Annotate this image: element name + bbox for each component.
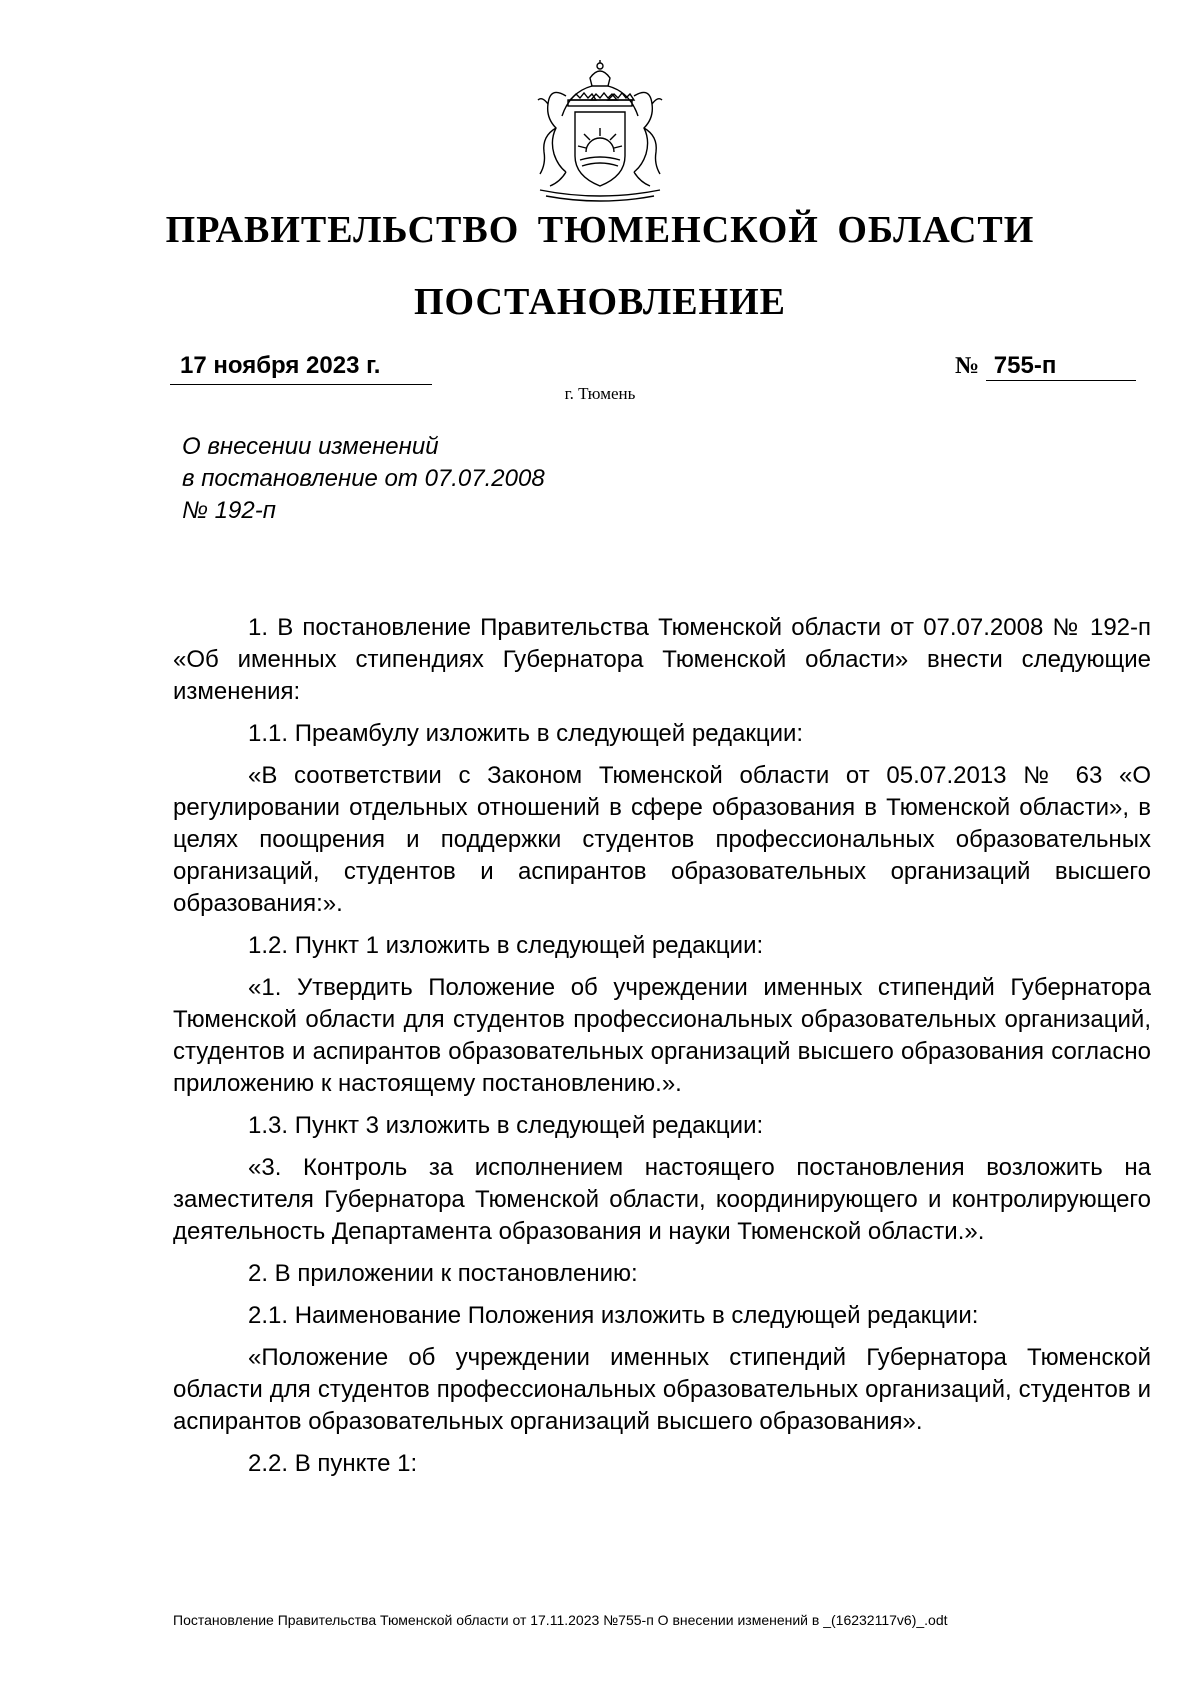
document-body <box>173 612 1151 1490</box>
body-paragraph: «3. Контроль за исполнением настоящего постановления возложить на заместителя Губернатора Тюменской области, координирующего и контролирующего деятельность Департамента образования и науки Тюменской области.». <box>173 1154 1151 1245</box>
body-paragraph: «Положение об учреждении именных стипендий Губернатора Тюменской области для студентов профессиональных образовательных организаций, студентов и аспирантов образовательных организаций высшего образования». <box>173 1344 1151 1435</box>
body-paragraph: 1.1. Преамбулу изложить в следующей редакции: <box>248 720 804 747</box>
document-subject <box>182 431 545 527</box>
subject-line: в постановление от 07.07.2008 <box>182 465 545 492</box>
document-date: 17 ноября 2023 г. <box>170 352 432 385</box>
subject-line: О внесении изменений <box>182 433 439 460</box>
subject-line: № 192-п <box>182 497 276 524</box>
body-paragraph: 1. В постановление Правительства Тюменской области от 07.07.2008 № 192-п «Об именных стипендиях Губернатора Тюменской области» внести следующие изменения: <box>173 614 1151 705</box>
coat-of-arms-emblem <box>520 56 680 206</box>
document-number-value: 755-п <box>986 352 1136 381</box>
document-type-heading: ПОСТАНОВЛЕНИЕ <box>413 281 787 323</box>
document-number <box>955 352 1140 385</box>
body-paragraph: 2. В приложении к постановлению: <box>248 1260 638 1287</box>
page-footer: Постановление Правительства Тюменской области от 17.11.2023 №755-п О внесении изменений в _(16232117v6)_.odt <box>173 1612 948 1628</box>
city-of-issue: г. Тюмень <box>564 384 636 403</box>
body-paragraph: 2.1. Наименование Положения изложить в следующей редакции: <box>248 1302 979 1329</box>
body-paragraph: 2.2. В пункте 1: <box>248 1450 418 1477</box>
body-paragraph: «В соответствии с Законом Тюменской области от 05.07.2013 № 63 «О регулировании отдельных отношений в сфере образования в Тюменской области», в целях поощрения и поддержки студентов профессиональных образовательных организаций, студентов и аспирантов образовательных организаций высшего образования:». <box>173 762 1151 917</box>
body-paragraph: 1.2. Пункт 1 изложить в следующей редакции: <box>248 932 764 959</box>
body-paragraph: «1. Утвердить Положение об учреждении именных стипендий Губернатора Тюменской области для студентов профессиональных образовательных организаций, студентов и аспирантов образовательных организаций высшего образования согласно приложению к настоящему постановлению.». <box>173 974 1151 1097</box>
body-paragraph: 1.3. Пункт 3 изложить в следующей редакции: <box>248 1112 764 1139</box>
government-title: ПРАВИТЕЛЬСТВО ТЮМЕНСКОЙ ОБЛАСТИ <box>165 209 1035 251</box>
number-sign: № <box>955 353 980 379</box>
